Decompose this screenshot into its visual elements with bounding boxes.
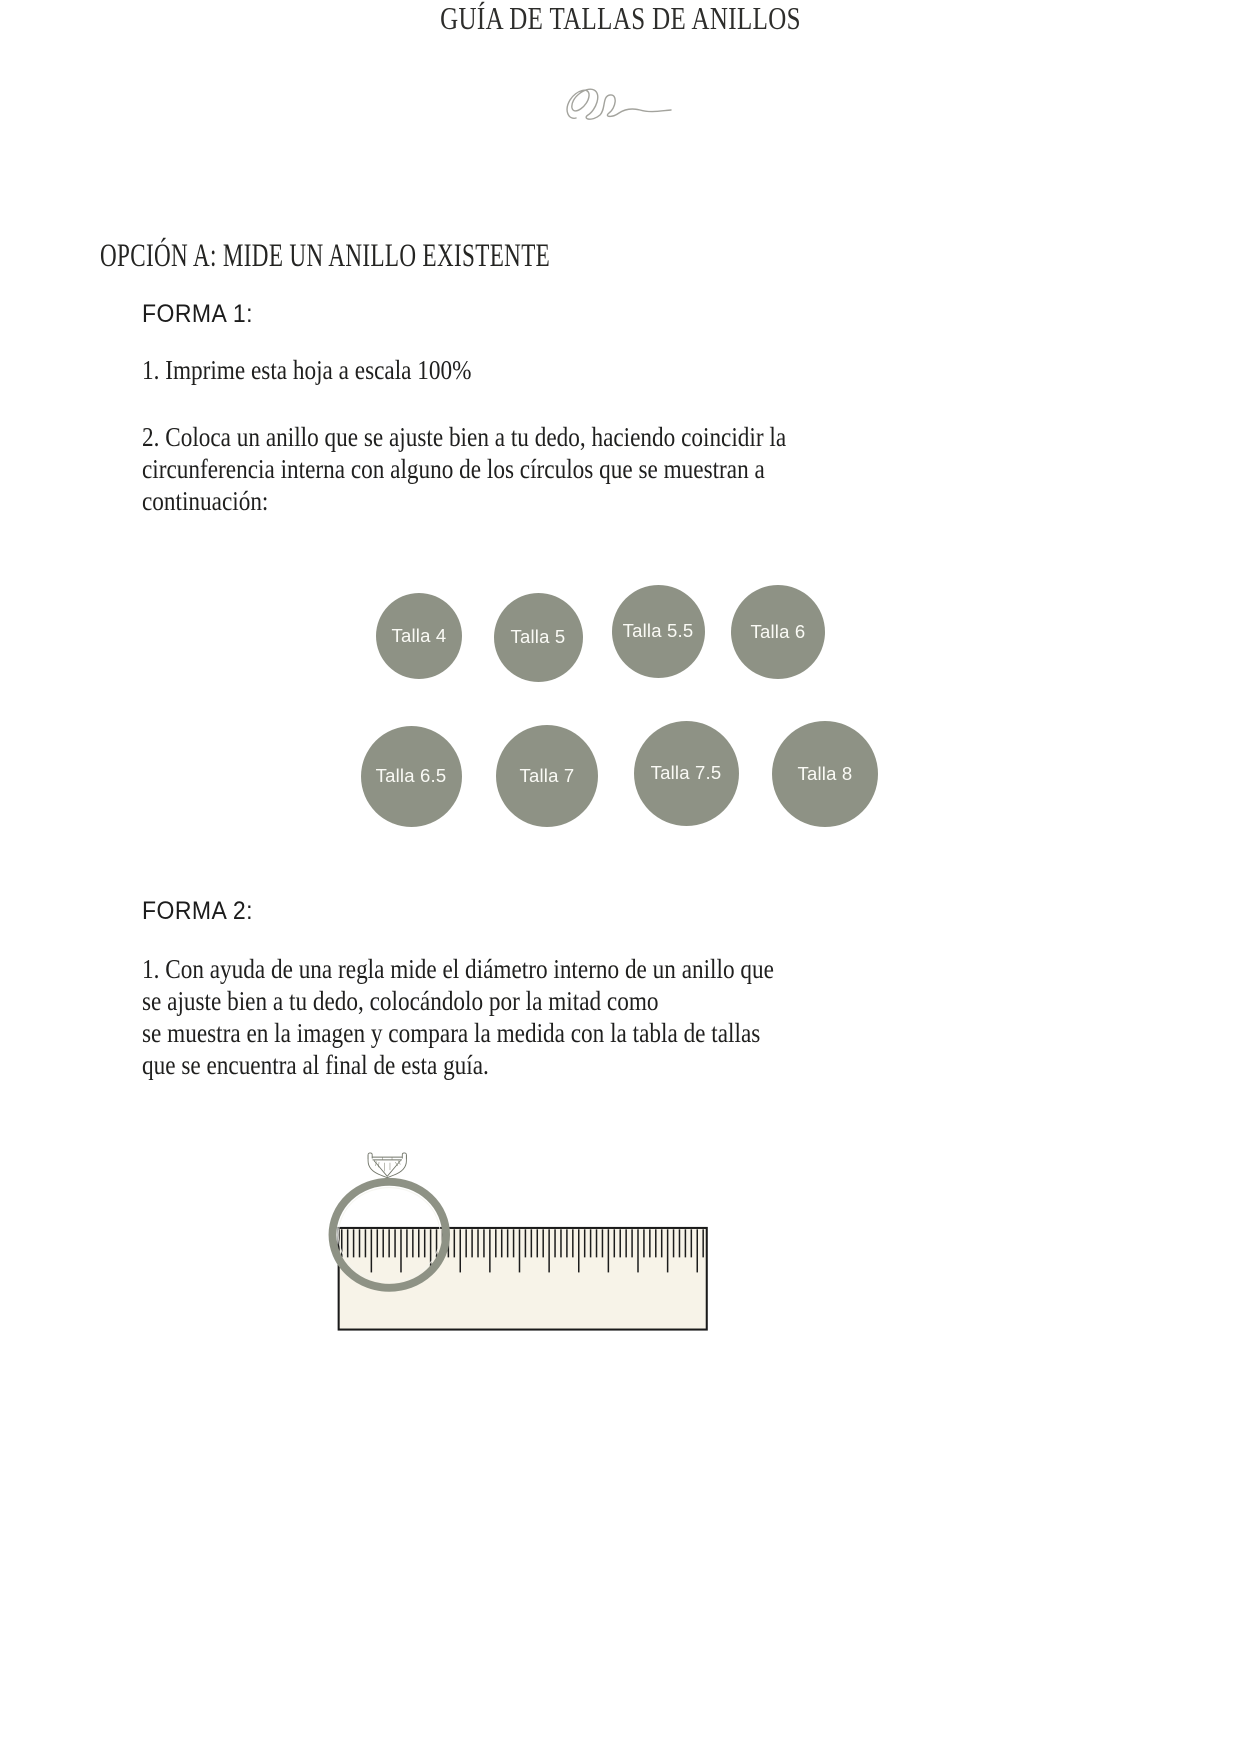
- forma1-step2-line3: continuación:: [142, 486, 269, 516]
- talla-circle: [612, 585, 705, 678]
- brand-signature-logo: [562, 82, 676, 130]
- forma2-step1-line3: se muestra en la imagen y compara la medida con la tabla de tallas: [142, 1018, 761, 1048]
- talla-circle-label: Talla 5: [510, 626, 566, 647]
- talla-circle-label: Talla 8: [797, 763, 853, 784]
- talla-circle-label: Talla 5.5: [622, 620, 694, 641]
- talla-circle: [731, 585, 825, 679]
- talla-circle-label: Talla 4: [391, 625, 447, 646]
- page-title: GUÍA DE TALLAS DE ANILLOS: [440, 0, 801, 36]
- talla-circle: [496, 725, 598, 827]
- talla-circle: [772, 721, 878, 827]
- talla-circle: [361, 726, 462, 827]
- talla-circle: [494, 593, 583, 682]
- talla-circle: [634, 721, 739, 826]
- forma2-step1-line4: que se encuentra al final de esta guía.: [142, 1050, 489, 1080]
- talla-circle-label: Talla 7: [519, 765, 575, 786]
- forma1-step2: [142, 421, 786, 517]
- forma2-step1-line2: se ajuste bien a tu dedo, colocándolo por la mitad como: [142, 986, 659, 1016]
- forma1-step2-line2: circunferencia interna con alguno de los círculos que se muestran a: [142, 454, 765, 484]
- option-a-heading: OPCIÓN A: MIDE UN ANILLO EXISTENTE: [100, 238, 551, 274]
- talla-circle-label: Talla 7.5: [650, 762, 722, 783]
- forma2-heading: FORMA 2:: [142, 897, 254, 925]
- forma1-heading: FORMA 1:: [142, 300, 254, 328]
- ring-measure-illustration: [300, 1130, 950, 1460]
- ruler-body: [339, 1228, 707, 1330]
- talla-circle-label: Talla 6: [750, 621, 806, 642]
- forma1-step2-line1: 2. Coloca un anillo que se ajuste bien a tu dedo, haciendo coincidir la: [142, 422, 787, 452]
- forma2-step1: [142, 953, 774, 1081]
- forma1-step1: 1. Imprime esta hoja a escala 100%: [142, 355, 472, 385]
- ring-stone-sketch-icon: [368, 1153, 406, 1178]
- signature-scribble-icon: [567, 89, 671, 119]
- talla-circle-label: Talla 6.5: [375, 765, 447, 786]
- talla-circle: [376, 593, 462, 679]
- forma2-step1-line1: 1. Con ayuda de una regla mide el diámetro interno de un anillo que: [142, 954, 774, 984]
